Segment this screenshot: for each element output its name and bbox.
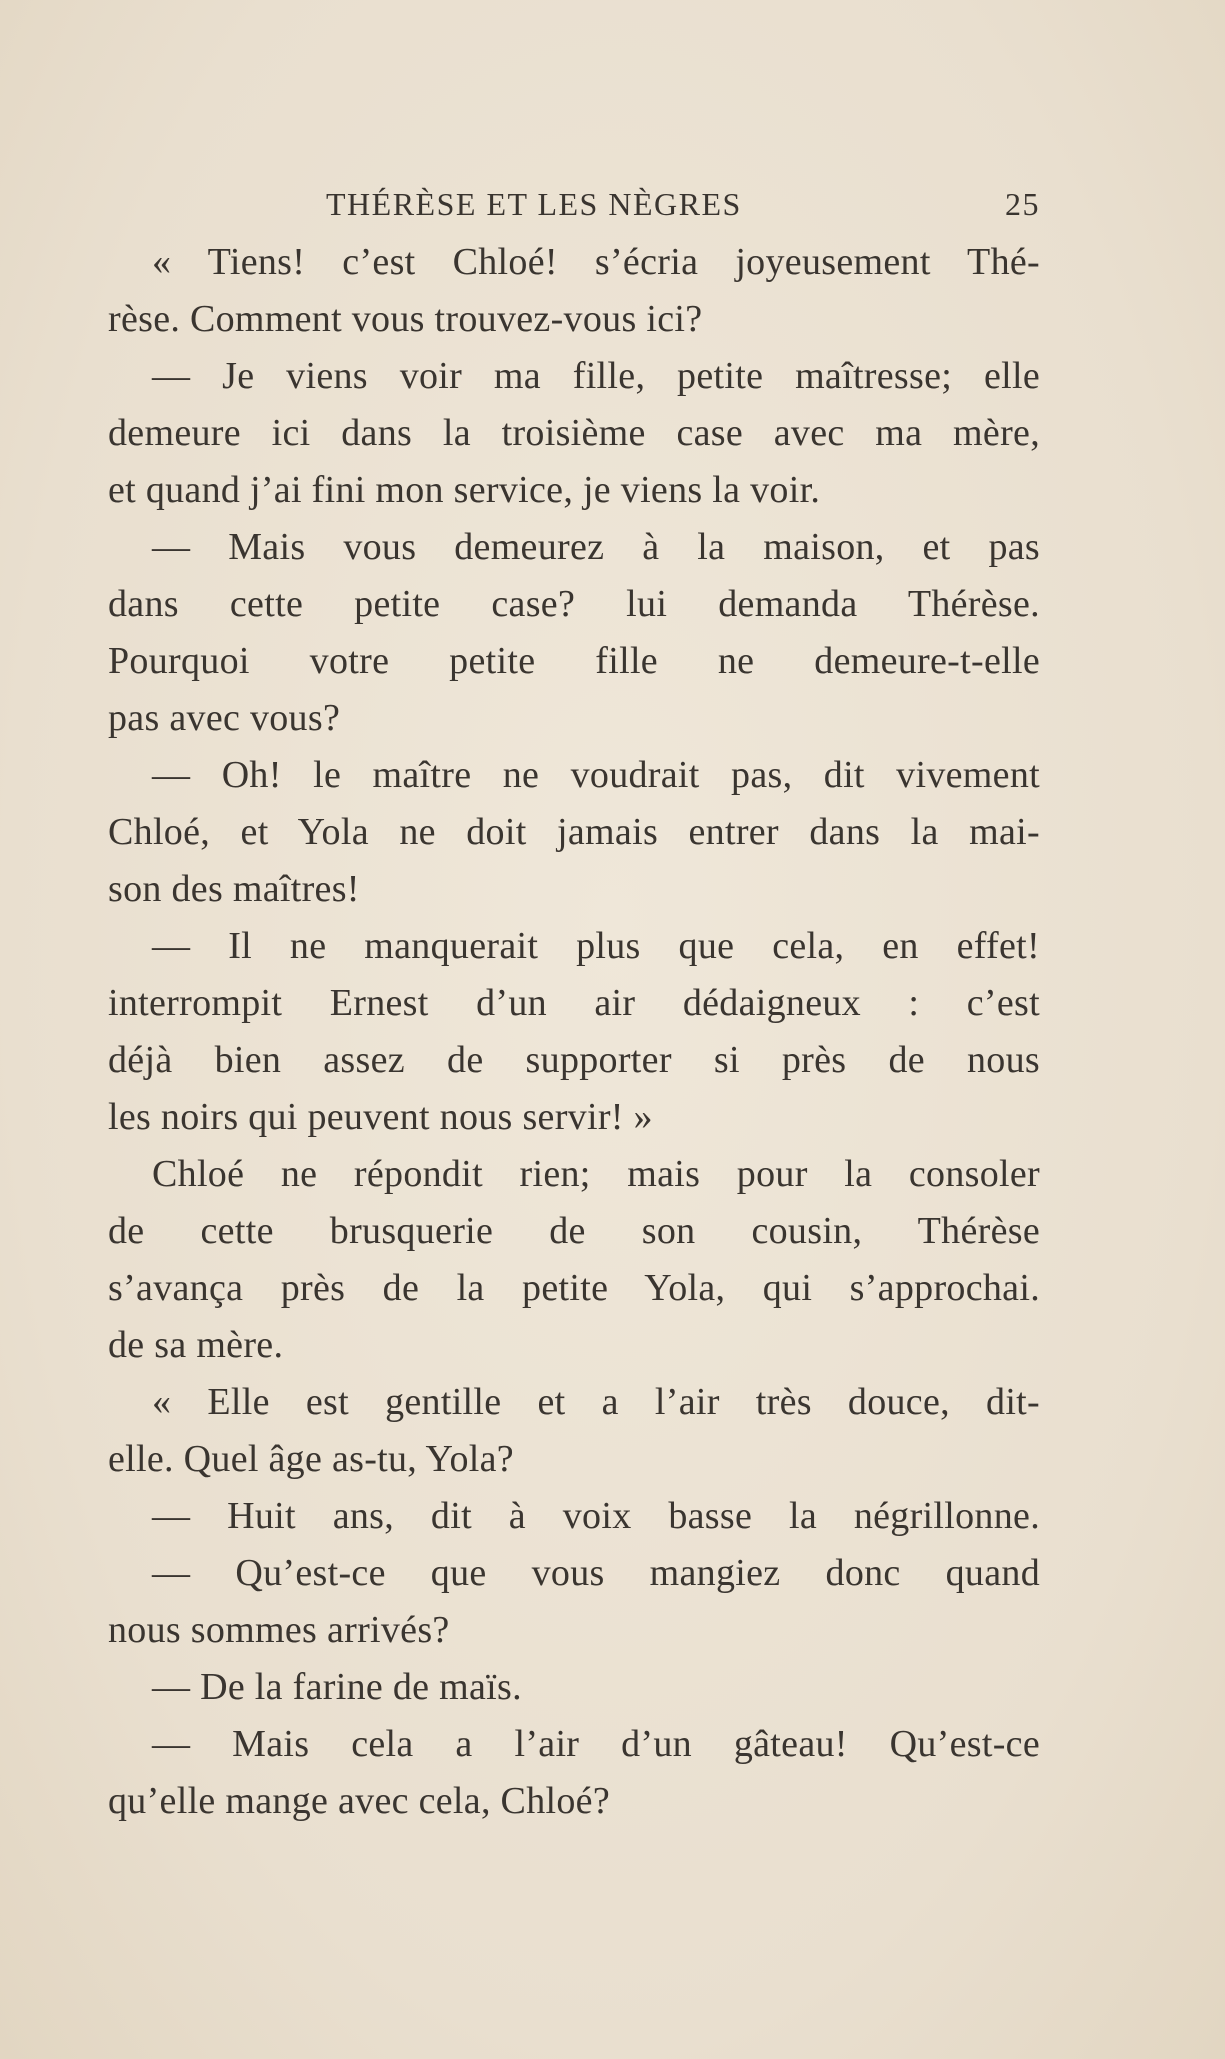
text-line: — De la farine de maïs. xyxy=(152,1666,522,1708)
text-line: qu’elle mange avec cela, Chloé? xyxy=(108,1780,610,1822)
text-line: les noirs qui peuvent nous servir! » xyxy=(108,1096,653,1138)
text-line: « Elle est gentille et a l’air très douce, dit- xyxy=(152,1381,1040,1423)
paragraph xyxy=(108,1146,1040,1374)
text-line: — Oh! le maître ne voudrait pas, dit vivement xyxy=(152,754,1040,796)
running-title: THÉRÈSE ET LES NÈGRES xyxy=(326,186,742,222)
text-line: dans cette petite case? lui demanda Thérèse. xyxy=(108,583,1040,625)
page-number: 25 xyxy=(1005,186,1040,222)
text-line: de cette brusquerie de son cousin, Thérèse xyxy=(108,1210,1040,1252)
text-line: pas avec vous? xyxy=(108,697,341,739)
text-line: nous sommes arrivés? xyxy=(108,1609,450,1651)
text-line: elle. Quel âge as-tu, Yola? xyxy=(108,1438,514,1480)
paragraph xyxy=(108,1716,1040,1830)
text-line: demeure ici dans la troisième case avec ma mère, xyxy=(108,412,1040,454)
paragraph xyxy=(108,519,1040,747)
paragraph xyxy=(108,1545,1040,1659)
text-line: rèse. Comment vous trouvez-vous ici? xyxy=(108,298,703,340)
text-line: — Qu’est-ce que vous mangiez donc quand xyxy=(152,1552,1040,1594)
text-line: — Mais cela a l’air d’un gâteau! Qu’est-ce xyxy=(152,1723,1040,1765)
paragraph xyxy=(108,234,1040,348)
text-line: Chloé ne répondit rien; mais pour la consoler xyxy=(152,1153,1040,1195)
book-page xyxy=(108,186,1040,1830)
paragraph xyxy=(108,1488,1040,1545)
text-line: — Il ne manquerait plus que cela, en effet! xyxy=(152,925,1040,967)
text-line: — Mais vous demeurez à la maison, et pas xyxy=(152,526,1040,568)
text-line: déjà bien assez de supporter si près de nous xyxy=(108,1039,1040,1081)
text-line: de sa mère. xyxy=(108,1324,284,1366)
paragraph xyxy=(108,1659,1040,1716)
text-line: et quand j’ai fini mon service, je viens la voir. xyxy=(108,469,821,511)
paragraph xyxy=(108,747,1040,918)
paragraph xyxy=(108,348,1040,519)
paragraph xyxy=(108,1374,1040,1488)
body-text xyxy=(108,234,1040,1830)
text-line: — Je viens voir ma fille, petite maîtresse; elle xyxy=(152,355,1040,397)
text-line: interrompit Ernest d’un air dédaigneux : c’est xyxy=(108,982,1040,1024)
text-line: Chloé, et Yola ne doit jamais entrer dans la mai- xyxy=(108,811,1040,853)
text-line: Pourquoi votre petite fille ne demeure-t-elle xyxy=(108,640,1040,682)
text-line: — Huit ans, dit à voix basse la négrillonne. xyxy=(152,1495,1040,1537)
text-line: s’avança près de la petite Yola, qui s’approchai. xyxy=(108,1267,1040,1309)
running-header xyxy=(108,186,1040,234)
paragraph xyxy=(108,918,1040,1146)
text-line: « Tiens! c’est Chloé! s’écria joyeusement Thé- xyxy=(152,241,1040,283)
text-line: son des maîtres! xyxy=(108,868,360,910)
